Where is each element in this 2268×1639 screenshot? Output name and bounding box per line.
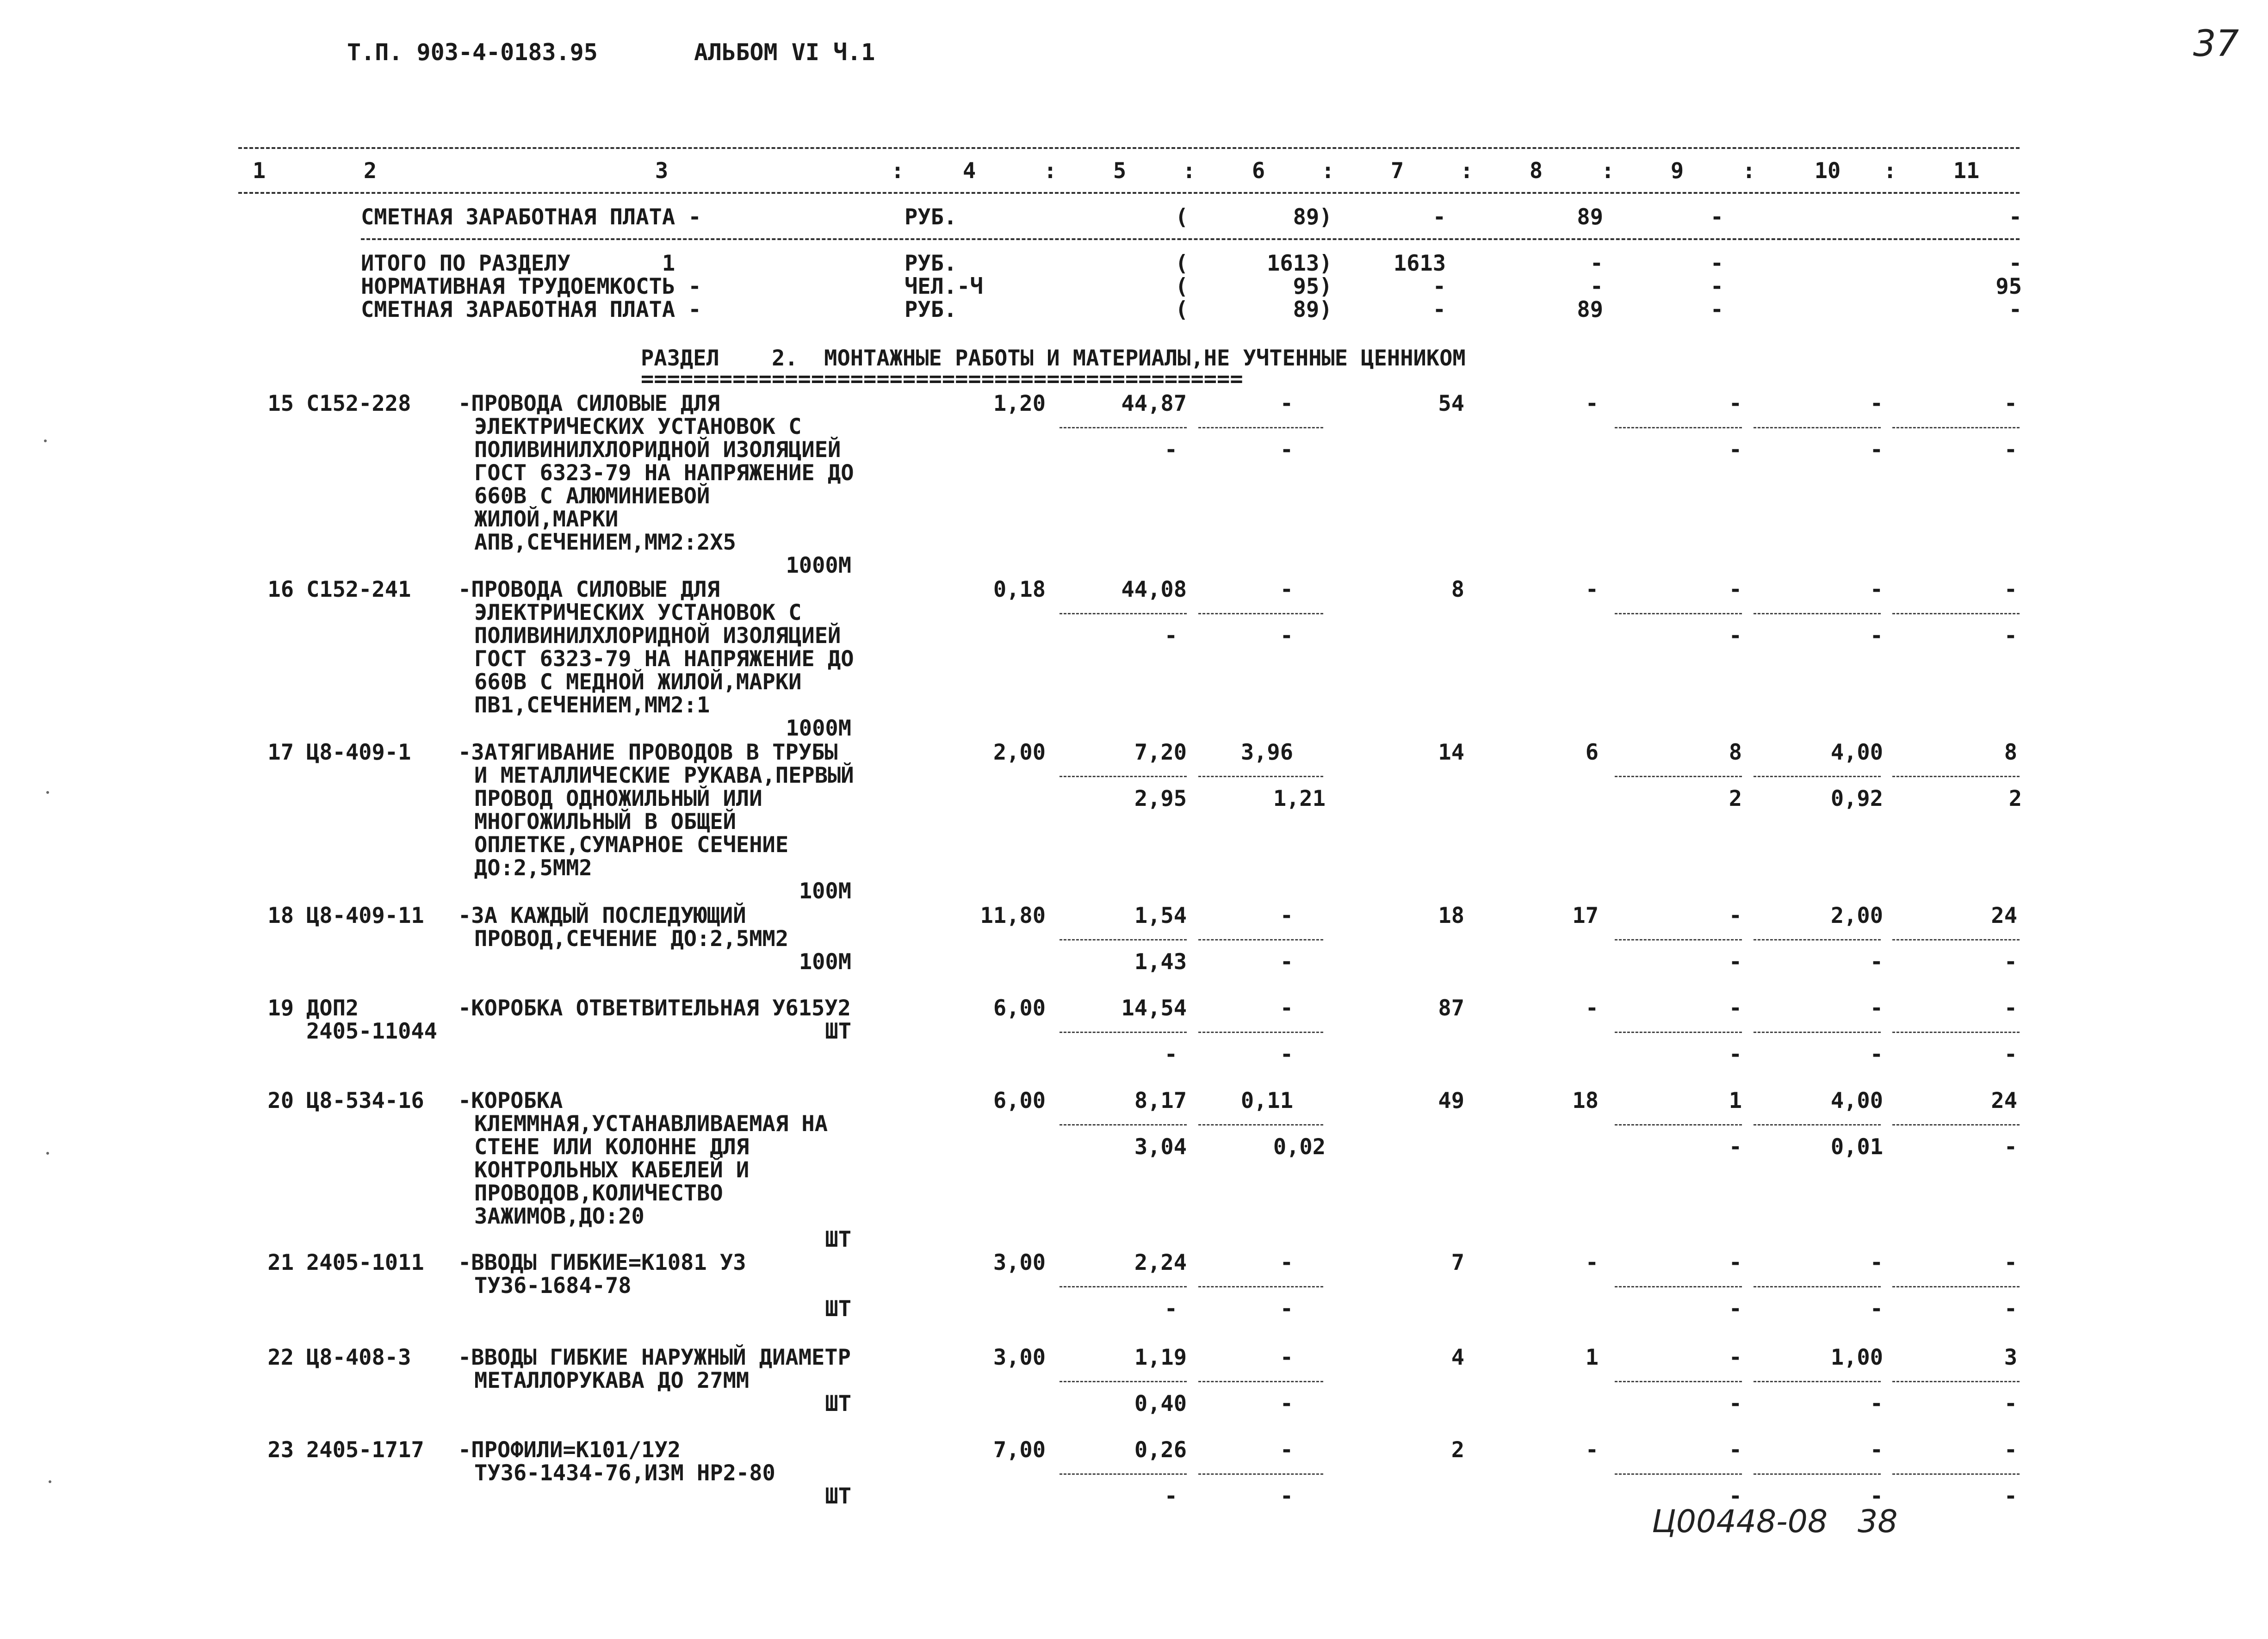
column-number: : (1043, 158, 1057, 184)
value-col-9: - (1729, 1250, 1742, 1275)
sub-rule (1615, 1473, 1742, 1475)
sub-rule (1892, 1032, 2020, 1033)
value-col-11: 24 (1991, 1088, 2017, 1113)
value-col-5: 44,87 (1121, 391, 1187, 416)
value-col-10: 1,00 (1830, 1345, 1883, 1370)
item-description: ПОЛИВИНИЛХЛОРИДНОЙ ИЗОЛЯЦИЕЙ (474, 623, 841, 649)
summary-value-9: - (1710, 297, 1723, 322)
item-code: С152-228 (306, 391, 411, 416)
value-col-6: - (1280, 996, 1293, 1021)
sub-rule (1060, 1032, 1187, 1033)
summary-value-11: - (2008, 204, 2022, 230)
value-col-10: 4,00 (1830, 740, 1883, 765)
summary-label: НОРМАТИВНАЯ ТРУДОЕМКОСТЬ - (361, 274, 701, 299)
page-number: 37 (2193, 23, 2239, 65)
value-col-9-sub: - (1729, 1391, 1742, 1416)
summary-unit: РУБ. (905, 297, 957, 322)
item-description: ЗАЖИМОВ,ДО:20 (474, 1204, 644, 1229)
summary-value-8: 89 (1577, 297, 1603, 322)
sub-rule (1892, 776, 2020, 777)
column-number: 6 (1252, 158, 1265, 184)
value-col-11-sub: - (2004, 623, 2017, 649)
value-col-6-sub: 0,02 (1273, 1134, 1326, 1160)
sub-rule (1060, 1286, 1187, 1287)
value-col-10-sub: - (1870, 1391, 1883, 1416)
item-unit: ШТ (825, 1296, 851, 1322)
sub-rule (1615, 1286, 1742, 1287)
value-col-8: 6 (1585, 740, 1599, 765)
qty-value: 6,00 (993, 996, 1046, 1021)
value-col-6: 3,96 (1240, 740, 1293, 765)
value-col-6: - (1280, 903, 1293, 928)
sub-rule (1198, 939, 1323, 940)
summary-label: СМЕТНАЯ ЗАРАБОТНАЯ ПЛАТА - (361, 297, 701, 322)
item-description: МЕТАЛЛОРУКАВА ДО 27ММ (474, 1368, 750, 1393)
value-col-5: 8,17 (1134, 1088, 1187, 1113)
scan-speck (46, 1152, 49, 1155)
column-number: 11 (1953, 158, 1980, 184)
sub-rule (1615, 427, 1742, 428)
value-col-5-sub: 3,04 (1134, 1134, 1187, 1160)
sub-rule (1198, 1286, 1323, 1287)
item-number: 23 (267, 1437, 294, 1463)
sub-rule (1754, 1032, 1881, 1033)
value-col-6-sub: 1,21 (1273, 786, 1326, 811)
value-col-8: - (1585, 391, 1599, 416)
value-col-11: - (2004, 996, 2017, 1021)
item-code: Ц8-408-3 (306, 1345, 411, 1370)
value-col-6-sub: - (1280, 623, 1293, 649)
sub-rule (1198, 1381, 1323, 1382)
value-col-7: 18 (1438, 903, 1464, 928)
sub-rule (1198, 1124, 1323, 1126)
item-description: СТЕНЕ ИЛИ КОЛОННЕ ДЛЯ (474, 1134, 750, 1160)
summary-value-7: - (1432, 204, 1446, 230)
column-number: 1 (252, 158, 266, 184)
sub-rule (1754, 1381, 1881, 1382)
sub-rule (1754, 776, 1881, 777)
sub-rule (1615, 939, 1742, 940)
sub-rule (1892, 427, 2020, 428)
summary-label: СМЕТНАЯ ЗАРАБОТНАЯ ПЛАТА - (361, 204, 701, 230)
value-col-10: - (1870, 996, 1883, 1021)
value-col-11-sub: - (2004, 1042, 2017, 1067)
scan-speck (44, 439, 47, 442)
doc-code: Т.П. 903-4-0183.95 (347, 39, 598, 66)
value-col-6: - (1280, 1437, 1293, 1463)
item-description: -ВВОДЫ ГИБКИЕ=К1081 У3 (458, 1250, 746, 1275)
value-col-9: - (1729, 903, 1742, 928)
item-description: ЭЛЕКТРИЧЕСКИХ УСТАНОВОК С (474, 414, 802, 439)
value-col-8: - (1585, 996, 1599, 1021)
summary-unit: РУБ. (905, 251, 957, 276)
qty-value: 1,20 (993, 391, 1046, 416)
item-number: 20 (267, 1088, 294, 1113)
value-col-8: 17 (1572, 903, 1599, 928)
scan-speck (46, 791, 49, 794)
value-col-5: 2,24 (1134, 1250, 1187, 1275)
summary-value-9: - (1710, 204, 1723, 230)
rule-top (238, 147, 2020, 149)
value-col-10-sub: - (1870, 1296, 1883, 1322)
qty-value: 3,00 (993, 1250, 1046, 1275)
item-code: Ц8-409-11 (306, 903, 424, 928)
item-description: И МЕТАЛЛИЧЕСКИЕ РУКАВА,ПЕРВЫЙ (474, 763, 854, 788)
value-col-7: 8 (1451, 577, 1464, 602)
value-col-5: 44,08 (1121, 577, 1187, 602)
summary-value-8: - (1590, 251, 1603, 276)
value-col-5: 1,19 (1134, 1345, 1187, 1370)
value-col-5: 7,20 (1134, 740, 1187, 765)
value-col-9-sub: - (1729, 949, 1742, 975)
qty-value: 11,80 (980, 903, 1046, 928)
sub-rule (1060, 1473, 1187, 1475)
column-number: 4 (962, 158, 976, 184)
sub-rule (1615, 613, 1742, 614)
value-col-7: 4 (1451, 1345, 1464, 1370)
column-number: 9 (1670, 158, 1684, 184)
value-col-7: 14 (1438, 740, 1464, 765)
summary-value-11: 95 (1995, 274, 2022, 299)
sub-rule (1892, 1381, 2020, 1382)
value-col-6-sub: - (1280, 949, 1293, 975)
column-number: : (1460, 158, 1474, 184)
value-col-9: - (1729, 1345, 1742, 1370)
item-description: ПОЛИВИНИЛХЛОРИДНОЙ ИЗОЛЯЦИЕЙ (474, 437, 841, 463)
item-number: 18 (267, 903, 294, 928)
value-col-5-sub: - (1164, 623, 1177, 649)
qty-value: 3,00 (993, 1345, 1046, 1370)
value-col-10: 4,00 (1830, 1088, 1883, 1113)
value-col-8: 18 (1572, 1088, 1599, 1113)
item-description: -КОРОБКА ОТВЕТВИТЕЛЬНАЯ У615У2 (458, 996, 851, 1021)
qty-value: 2,00 (993, 740, 1046, 765)
item-description: -ПРОВОДА СИЛОВЫЕ ДЛЯ (458, 577, 720, 602)
sub-rule (1198, 1473, 1323, 1475)
sub-rule (1060, 613, 1187, 614)
item-description: ЖИЛОЙ,МАРКИ (474, 507, 619, 532)
value-col-6-sub: - (1280, 1484, 1293, 1509)
sub-rule (1615, 1032, 1742, 1033)
column-number: : (1182, 158, 1196, 184)
value-col-6-sub: - (1280, 1391, 1293, 1416)
value-col-8: 1 (1585, 1345, 1599, 1370)
item-description: ПРОВОДОВ,КОЛИЧЕСТВО (474, 1181, 723, 1206)
value-col-10-sub: 0,01 (1830, 1134, 1883, 1160)
value-col-11: 3 (2004, 1345, 2017, 1370)
item-description: -ПРОВОДА СИЛОВЫЕ ДЛЯ (458, 391, 720, 416)
item-description: КЛЕММНАЯ,УСТАНАВЛИВАЕМАЯ НА (474, 1111, 828, 1137)
qty-value: 7,00 (993, 1437, 1046, 1463)
item-code: 2405-1717 (306, 1437, 424, 1463)
item-number: 16 (267, 577, 294, 602)
value-col-9: - (1729, 577, 1742, 602)
item-code-2: 2405-11044 (306, 1019, 437, 1044)
value-col-5-sub: - (1164, 1042, 1177, 1067)
item-description: ГОСТ 6323-79 НА НАПРЯЖЕНИЕ ДО (474, 646, 854, 672)
value-col-6: - (1280, 577, 1293, 602)
item-description: -ЗА КАЖДЫЙ ПОСЛЕДУЮЩИЙ (458, 903, 746, 928)
qty-value: 6,00 (993, 1088, 1046, 1113)
archive-stamp: Ц00448-08 38 (1652, 1503, 1898, 1540)
section-title: РАЗДЕЛ 2. МОНТАЖНЫЕ РАБОТЫ И МАТЕРИАЛЫ,НЕ УЧТЕННЫЕ ЦЕННИКОМ (641, 346, 1466, 371)
value-col-6: - (1280, 1345, 1293, 1370)
value-col-11: - (2004, 1437, 2017, 1463)
summary-unit: РУБ. (905, 204, 957, 230)
qty-value: 0,18 (993, 577, 1046, 602)
item-description: ГОСТ 6323-79 НА НАПРЯЖЕНИЕ ДО (474, 460, 854, 486)
sub-rule (1892, 1286, 2020, 1287)
column-number: 8 (1529, 158, 1543, 184)
summary-value-6: ( 89) (1175, 204, 1332, 230)
summary-value-9: - (1710, 274, 1723, 299)
sub-rule (1754, 427, 1881, 428)
value-col-11-sub: - (2004, 1391, 2017, 1416)
column-number: : (1321, 158, 1335, 184)
value-col-5: 0,26 (1134, 1437, 1187, 1463)
value-col-9: 8 (1729, 740, 1742, 765)
value-col-5-sub: - (1164, 437, 1177, 463)
item-description: КОНТРОЛЬНЫХ КАБЕЛЕЙ И (474, 1157, 750, 1183)
column-number: 2 (363, 158, 377, 184)
sub-rule (1060, 776, 1187, 777)
value-col-6: - (1280, 391, 1293, 416)
sub-rule (1060, 1124, 1187, 1126)
value-col-5-sub: 2,95 (1134, 786, 1187, 811)
item-code: 2405-1011 (306, 1250, 424, 1275)
value-col-7: 2 (1451, 1437, 1464, 1463)
sub-rule (1615, 776, 1742, 777)
summary-value-11: - (2008, 297, 2022, 322)
item-description: 660В С АЛЮМИНИЕВОЙ (474, 483, 710, 509)
item-code: Ц8-409-1 (306, 740, 411, 765)
item-number: 21 (267, 1250, 294, 1275)
item-number: 19 (267, 996, 294, 1021)
summary-value-6: ( 89) (1175, 297, 1332, 322)
value-col-10-sub: - (1870, 1042, 1883, 1067)
sub-rule (1615, 1124, 1742, 1126)
column-number: : (1601, 158, 1615, 184)
value-col-9: - (1729, 391, 1742, 416)
value-col-6-sub: - (1280, 1296, 1293, 1322)
summary-value-7: - (1432, 274, 1446, 299)
value-col-11-sub: - (2004, 949, 2017, 975)
item-description: -ВВОДЫ ГИБКИЕ НАРУЖНЫЙ ДИАМЕТР (458, 1345, 851, 1370)
summary-value-8: - (1590, 274, 1603, 299)
item-unit: ШТ (825, 1484, 851, 1509)
sub-rule (1198, 1032, 1323, 1033)
value-col-11: - (2004, 1250, 2017, 1275)
item-description: -КОРОБКА (458, 1088, 563, 1113)
rule-under-columns (238, 192, 2020, 194)
value-col-6-sub: - (1280, 1042, 1293, 1067)
value-col-9-sub: - (1729, 1296, 1742, 1322)
column-number: 10 (1814, 158, 1841, 184)
item-unit: ШТ (825, 1019, 851, 1044)
item-description: АПВ,СЕЧЕНИЕМ,ММ2:2Х5 (474, 530, 736, 555)
column-number: 5 (1113, 158, 1127, 184)
value-col-10-sub: 0,92 (1830, 786, 1883, 811)
summary-label: ИТОГО ПО РАЗДЕЛУ 1 (361, 251, 675, 276)
value-col-11: 24 (1991, 903, 2017, 928)
item-number: 22 (267, 1345, 294, 1370)
value-col-9-sub: - (1729, 1042, 1742, 1067)
item-unit: 100М (799, 949, 851, 975)
summary-value-6: ( 1613) (1175, 251, 1332, 276)
sub-rule (1060, 427, 1187, 428)
value-col-10: - (1870, 577, 1883, 602)
rule-under-first-summary (361, 238, 2020, 240)
album-label: АЛЬБОМ VI Ч.1 (694, 39, 875, 66)
sub-rule (1615, 1381, 1742, 1382)
value-col-5-sub: 1,43 (1134, 949, 1187, 975)
item-unit: 100М (799, 878, 851, 904)
item-unit: 1000М (786, 553, 851, 578)
value-col-9-sub: 2 (1729, 786, 1742, 811)
column-number: : (1742, 158, 1756, 184)
summary-unit: ЧЕЛ.-Ч (905, 274, 983, 299)
value-col-9-sub: - (1729, 437, 1742, 463)
value-col-10: 2,00 (1830, 903, 1883, 928)
value-col-6-sub: - (1280, 437, 1293, 463)
item-description: ПРОВОД,СЕЧЕНИЕ ДО:2,5ММ2 (474, 926, 789, 952)
value-col-11: - (2004, 577, 2017, 602)
item-description: -ЗАТЯГИВАНИЕ ПРОВОДОВ В ТРУБЫ (458, 740, 838, 765)
item-description: ПРОВОД ОДНОЖИЛЬНЫЙ ИЛИ (474, 786, 762, 811)
sub-rule (1892, 613, 2020, 614)
value-col-5-sub: - (1164, 1484, 1177, 1509)
value-col-5-sub: - (1164, 1296, 1177, 1322)
item-description: 660В С МЕДНОЙ ЖИЛОЙ,МАРКИ (474, 669, 802, 695)
value-col-9-sub: - (1729, 1484, 1742, 1509)
item-description: ОПЛЕТКЕ,СУМАРНОЕ СЕЧЕНИЕ (474, 832, 789, 858)
scan-speck (49, 1480, 51, 1483)
item-unit: ШТ (825, 1391, 851, 1416)
item-code: Ц8-534-16 (306, 1088, 424, 1113)
summary-value-7: 1613 (1393, 251, 1446, 276)
value-col-7: 49 (1438, 1088, 1464, 1113)
sub-rule (1198, 427, 1323, 428)
value-col-10-sub: - (1870, 949, 1883, 975)
sub-rule (1754, 939, 1881, 940)
column-number: 7 (1390, 158, 1404, 184)
sub-rule (1754, 613, 1881, 614)
value-col-11-sub: - (2004, 1296, 2017, 1322)
column-number: : (1883, 158, 1897, 184)
sub-rule (1060, 939, 1187, 940)
value-col-9: - (1729, 996, 1742, 1021)
sub-rule (1892, 1124, 2020, 1126)
value-col-10-sub: - (1870, 437, 1883, 463)
item-number: 17 (267, 740, 294, 765)
value-col-11: - (2004, 391, 2017, 416)
item-unit: 1000М (786, 716, 851, 741)
value-col-11-sub: - (2004, 1134, 2017, 1160)
value-col-10: - (1870, 391, 1883, 416)
item-unit: ШТ (825, 1227, 851, 1252)
sub-rule (1060, 1381, 1187, 1382)
summary-value-7: - (1432, 297, 1446, 322)
value-col-6: 0,11 (1240, 1088, 1293, 1113)
value-col-11-sub: 2 (2008, 786, 2022, 811)
value-col-10-sub: - (1870, 623, 1883, 649)
section-underline: ============================================== (641, 366, 1243, 392)
summary-value-11: - (2008, 251, 2022, 276)
sub-rule (1892, 1473, 2020, 1475)
value-col-7: 87 (1438, 996, 1464, 1021)
sub-rule (1754, 1124, 1881, 1126)
value-col-9-sub: - (1729, 623, 1742, 649)
value-col-7: 54 (1438, 391, 1464, 416)
summary-value-9: - (1710, 251, 1723, 276)
value-col-10: - (1870, 1437, 1883, 1463)
value-col-8: - (1585, 1250, 1599, 1275)
item-description: ЭЛЕКТРИЧЕСКИХ УСТАНОВОК С (474, 600, 802, 625)
value-col-5: 14,54 (1121, 996, 1187, 1021)
item-description: ДО:2,5ММ2 (474, 855, 592, 881)
value-col-7: 7 (1451, 1250, 1464, 1275)
value-col-5: 1,54 (1134, 903, 1187, 928)
value-col-11-sub: - (2004, 437, 2017, 463)
column-number: 3 (655, 158, 669, 184)
value-col-9: - (1729, 1437, 1742, 1463)
sub-rule (1892, 939, 2020, 940)
value-col-10-sub: - (1870, 1484, 1883, 1509)
value-col-8: - (1585, 577, 1599, 602)
value-col-9-sub: - (1729, 1134, 1742, 1160)
value-col-11: 8 (2004, 740, 2017, 765)
item-description: -ПРОФИЛИ=К101/1У2 (458, 1437, 681, 1463)
value-col-10: - (1870, 1250, 1883, 1275)
item-code: ДОП2 (306, 996, 359, 1021)
item-description: ПВ1,СЕЧЕНИЕМ,ММ2:1 (474, 693, 710, 718)
sub-rule (1754, 1473, 1881, 1475)
value-col-6: - (1280, 1250, 1293, 1275)
sub-rule (1198, 613, 1323, 614)
item-code: С152-241 (306, 577, 411, 602)
value-col-8: - (1585, 1437, 1599, 1463)
sub-rule (1198, 776, 1323, 777)
summary-value-8: 89 (1577, 204, 1603, 230)
value-col-11-sub: - (2004, 1484, 2017, 1509)
column-number: : (891, 158, 905, 184)
item-description: ТУ36-1434-76,ИЗМ НР2-80 (474, 1460, 775, 1486)
item-number: 15 (267, 391, 294, 416)
value-col-5-sub: 0,40 (1134, 1391, 1187, 1416)
value-col-9: 1 (1729, 1088, 1742, 1113)
sub-rule (1754, 1286, 1881, 1287)
summary-value-6: ( 95) (1175, 274, 1332, 299)
item-description: ТУ36-1684-78 (474, 1273, 632, 1299)
item-description: МНОГОЖИЛЬНЫЙ В ОБЩЕЙ (474, 809, 736, 835)
